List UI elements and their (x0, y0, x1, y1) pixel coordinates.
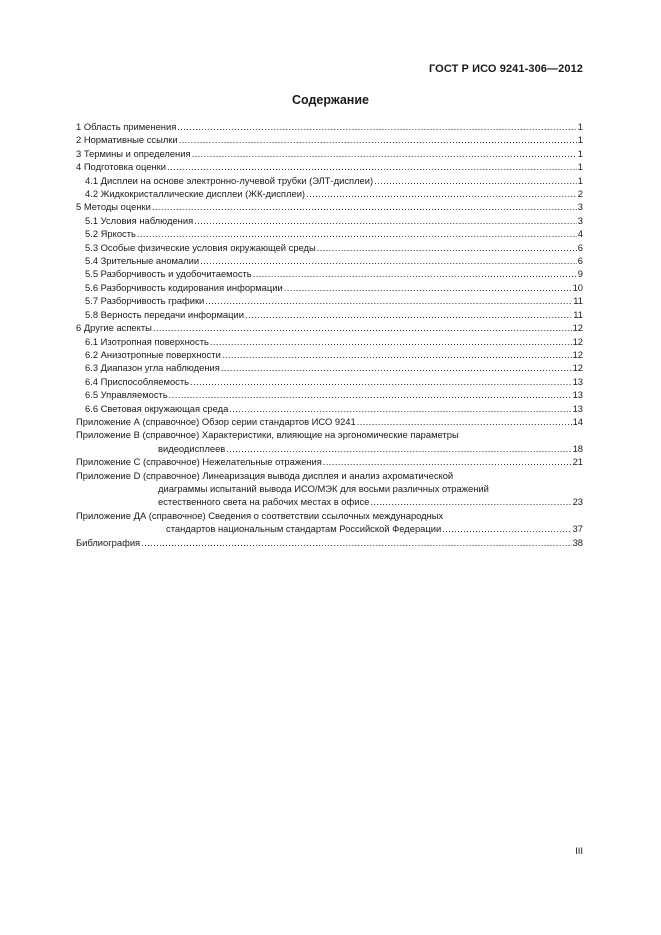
toc-entry-5-6: 5.6 Разборчивость кодирования информации ..... 10 (76, 281, 583, 294)
toc-entry-5-3: 5.3 Особые физические условия окружающей среды ..... 6 (76, 241, 583, 254)
toc-entry-annex-a: Приложение А (справочное) Обзор серии стандартов ИСО 9241 ..... 14 (76, 415, 583, 428)
toc-entry-5-5: 5.5 Разборчивость и удобочитаемость ..... 9 (76, 267, 583, 280)
toc-entry-6-5: 6.5 Управляемость ..... 13 (76, 388, 583, 401)
toc-entry-6-2: 6.2 Анизотропные поверхности ..... 12 (76, 348, 583, 361)
toc-entry-3: 3 Термины и определения ..... 1 (76, 147, 583, 160)
toc-entry-annex-d-line2: диаграммы испытаний вывода ИСО/МЭК для восьми различных отражений (158, 482, 489, 494)
toc-entry-annex-d-line1: Приложение D (справочное) Линеаризация вывода дисплея и анализ ахроматической (76, 469, 454, 481)
toc-entry-5-7: 5.7 Разборчивость графики ..... 11 (76, 294, 583, 307)
toc-entry-6-6: 6.6 Световая окружающая среда ..... 13 (76, 402, 583, 415)
toc-entry-5-8: 5.8 Верность передачи информации ..... 11 (76, 308, 583, 321)
toc-entry-bibliography: Библиография ..... 38 (76, 536, 583, 549)
document-header: ГОСТ Р ИСО 9241-306—2012 (428, 63, 583, 75)
table-of-contents (76, 120, 583, 549)
toc-entry-5-1: 5.1 Условия наблюдения ..... 3 (76, 214, 583, 227)
toc-entry-6-4: 6.4 Приспособляемость ..... 13 (76, 375, 583, 388)
toc-entry-4-2: 4.2 Жидкокристаллические дисплеи (ЖК-дисплеи) ..... 2 (76, 187, 583, 200)
toc-entry-2: 2 Нормативные ссылки ..... 1 (76, 133, 583, 146)
toc-entry-annex-d: естественного света на рабочих местах в офисе ..... 23 (76, 495, 583, 508)
toc-entry-5-2: 5.2 Яркость ..... 4 (76, 227, 583, 240)
toc-entry-6-3: 6.3 Диапазон угла наблюдения ..... 12 (76, 361, 583, 374)
toc-entry-annex-b: видеодисплеев ..... 18 (76, 442, 583, 455)
toc-entry-4: 4 Подготовка оценки ..... 1 (76, 160, 583, 173)
toc-entry-1: 1 Область применения ..... 1 (76, 120, 583, 133)
toc-entry-annex-b-line1: Приложение В (справочное) Характеристики, влияющие на эргономические параметры (76, 429, 459, 441)
toc-entry-5: 5 Методы оценки ..... 3 (76, 200, 583, 213)
toc-entry-6-1: 6.1 Изотропная поверхность ..... 12 (76, 335, 583, 348)
toc-entry-4-1: 4.1 Дисплеи на основе электронно-лучевой трубки (ЭЛТ-дисплеи) ..... 1 (76, 174, 583, 187)
toc-entry-annex-da: стандартов национальным стандартам Российской Федерации ..... 37 (76, 522, 583, 535)
toc-entry-annex-da-line1: Приложение ДА (справочное) Сведения о соответствии ссылочных международных (76, 509, 444, 521)
page-title: Содержание (291, 93, 369, 107)
toc-entry-annex-c: Приложение С (справочное) Нежелательные отражения ..... 21 (76, 455, 583, 468)
toc-entry-6: 6 Другие аспекты ..... 12 (76, 321, 583, 334)
toc-entry-5-4: 5.4 Зрительные аномалии ..... 6 (76, 254, 583, 267)
page-number: III (575, 846, 583, 857)
